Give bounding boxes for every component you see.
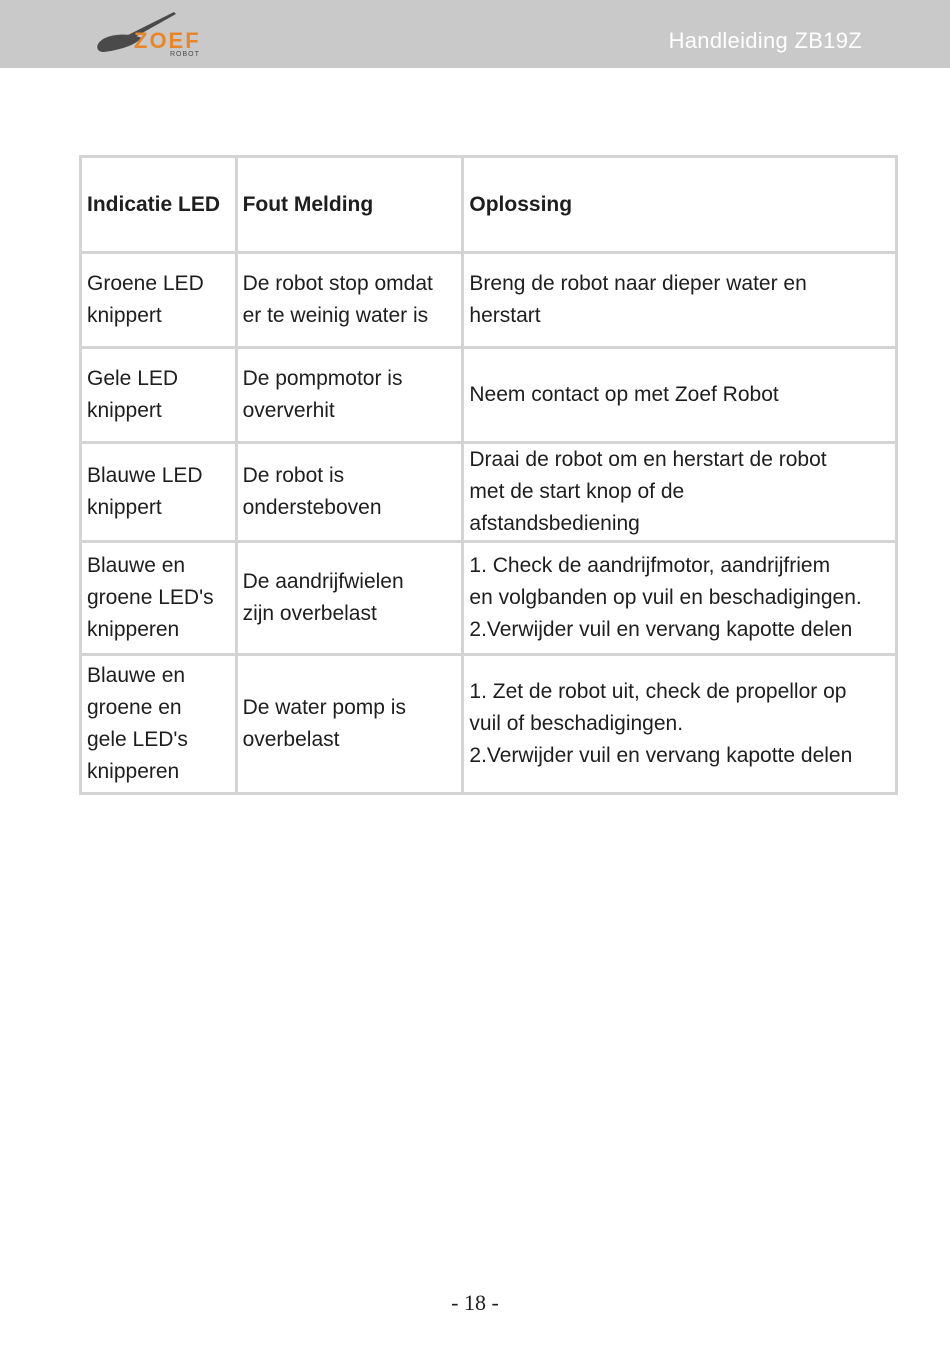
cell-error: De water pomp is overbelast — [236, 655, 463, 794]
robot-logo-icon — [96, 10, 246, 60]
table-row — [81, 253, 897, 348]
cell-solution: Breng de robot naar dieper water en herstart — [463, 253, 897, 348]
cell-led: Gele LED knippert — [81, 348, 237, 443]
cell-error: De robot is ondersteboven — [236, 443, 463, 542]
led-indication-table — [79, 155, 898, 795]
cell-solution: Draai de robot om en herstart de robot met de start knop of de afstandsbediening — [463, 443, 897, 542]
page-number: - 18 - — [451, 1290, 499, 1315]
cell-led: Blauwe en groene LED's knipperen — [81, 542, 237, 655]
table-row — [81, 655, 897, 794]
logo-brand-text: ZOEF — [134, 28, 201, 53]
table-header-row — [81, 157, 897, 253]
table-row — [81, 348, 897, 443]
zoef-robot-logo — [96, 10, 246, 60]
header-oplossing: Oplossing — [463, 157, 897, 253]
cell-error: De pompmotor is oververhit — [236, 348, 463, 443]
cell-error: De robot stop omdat er te weinig water is — [236, 253, 463, 348]
cell-led: Blauwe en groene en gele LED's knipperen — [81, 655, 237, 794]
cell-led: Blauwe LED knippert — [81, 443, 237, 542]
table-row — [81, 542, 897, 655]
logo-sub-text: ROBOT — [170, 51, 200, 58]
cell-solution: Neem contact op met Zoef Robot — [463, 348, 897, 443]
led-indication-table-wrapper — [79, 155, 898, 795]
cell-led: Groene LED knippert — [81, 253, 237, 348]
header-indicatie-led: Indicatie LED — [81, 157, 237, 253]
table-row — [81, 443, 897, 542]
manual-title: Handleiding ZB19Z — [668, 28, 862, 53]
cell-solution: 1. Zet de robot uit, check de propellor op vuil of beschadigingen. 2.Verwijder vuil en vervang kapotte delen — [463, 655, 897, 794]
page-header — [0, 0, 950, 68]
cell-solution: 1. Check de aandrijfmotor, aandrijfriem en volgbanden op vuil en beschadigingen. 2.Verwijder vuil en vervang kapotte delen — [463, 542, 897, 655]
header-fout-melding: Fout Melding — [236, 157, 463, 253]
cell-error: De aandrijfwielen zijn overbelast — [236, 542, 463, 655]
